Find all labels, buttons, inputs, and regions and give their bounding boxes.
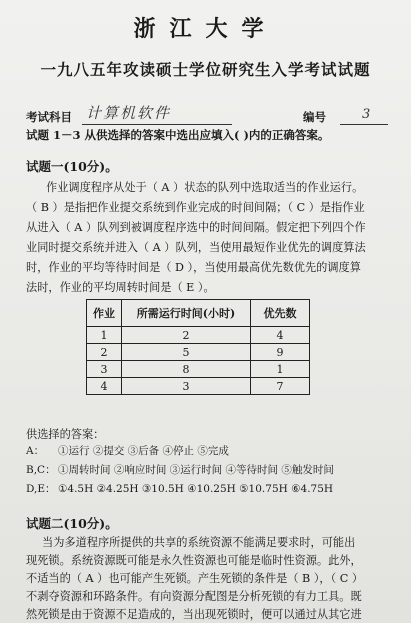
university-name: 浙江大学 [133, 16, 278, 42]
q2-line: 不适当的（ A ）也可能产生死锁。产生死锁的条件是（ B ），（ C ） [26, 572, 364, 585]
table-cell: 4 [87, 378, 122, 395]
table-cell: 3 [122, 378, 251, 395]
table-header: 作业 [87, 300, 122, 327]
q1-line: （ B ）是指把作业提交系统到作业完成的时间间隔；（ C ）是指作业 [26, 201, 365, 214]
table-header: 所需运行时间(小时) [122, 300, 251, 327]
table-row [87, 378, 310, 395]
q1-line: 时，作业的平均等待时间是（ D ），当使用最高优先数优先的调度算 [26, 261, 361, 274]
option-text: ①周转时间 ②响应时间 ③运行时间 ④等待时间 ⑤触发时间 [58, 464, 334, 476]
subject-value: 计算机软件 [86, 104, 172, 122]
table-header: 优先数 [251, 300, 310, 327]
table-cell: 3 [87, 361, 122, 378]
q1-line: 法时，作业的平均周转时间是（ E ）。 [26, 281, 215, 294]
table-cell: 2 [87, 344, 122, 361]
table-row [87, 361, 310, 378]
q1-title: 试题一(10分)。 [26, 159, 118, 174]
code-value: 3 [362, 107, 371, 122]
q1-line: 业同时提交系统并进入（ A ）队列，当使用最短作业优先的调度算法 [26, 241, 366, 254]
exam-title: 一九八五年攻读硕士学位研究生入学考试试题 [40, 60, 371, 79]
q1-line: 作业调度程序从处于（ A ）状态的队列中选取适当的作业运行。 [46, 181, 364, 194]
table-cell: 4 [251, 327, 310, 344]
option-text: ①运行 ②提交 ③后备 ④停止 ⑤完成 [58, 445, 229, 457]
table-cell: 8 [122, 361, 251, 378]
instruction: 试题 1－3 从供选择的答案中选出应填入( )内的正确答案。 [26, 128, 330, 142]
table-cell: 1 [87, 327, 122, 344]
q1-line: 从进入（ A ）队列到被调度程序选中的时间间隔。假定把下列四个作 [26, 221, 366, 234]
table-cell: 7 [251, 378, 310, 395]
code-underline [340, 124, 388, 125]
table-cell: 5 [122, 344, 251, 361]
options-title: 供选择的答案： [26, 428, 105, 441]
table-row [87, 344, 310, 361]
subject-underline [82, 124, 232, 125]
subject-label: 考试科目 [26, 110, 72, 124]
table-header-row [87, 300, 310, 327]
table-row [87, 327, 310, 344]
q2-line: 现死锁。系统资源既可能是永久性资源也可能是临时性资源。此外， [26, 554, 362, 567]
option-key: A： [26, 445, 45, 457]
option-key: D,E： [26, 483, 56, 495]
job-table [86, 299, 310, 395]
q2-line: 不剥夺资源和环路条件。有向资源分配图是分析死锁的有力工具。既 [26, 590, 362, 603]
table-cell: 9 [251, 344, 310, 361]
table-cell: 2 [122, 327, 251, 344]
q2-title: 试题二(10分)。 [26, 516, 118, 531]
option-text: ①4.5H ②4.25H ③10.5H ④10.25H ⑤10.75H ⑥4.75H [58, 483, 334, 495]
option-key: B,C： [26, 464, 56, 476]
q2-line: 然死锁是由于资源不足造成的，当出现死锁时，便可以通过从其它进 [26, 608, 362, 621]
code-label: 编号 [303, 110, 326, 124]
q2-line: 当为多道程序所提供的共享的系统资源不能满足要求时，可能出 [42, 536, 356, 549]
table-cell: 1 [251, 361, 310, 378]
